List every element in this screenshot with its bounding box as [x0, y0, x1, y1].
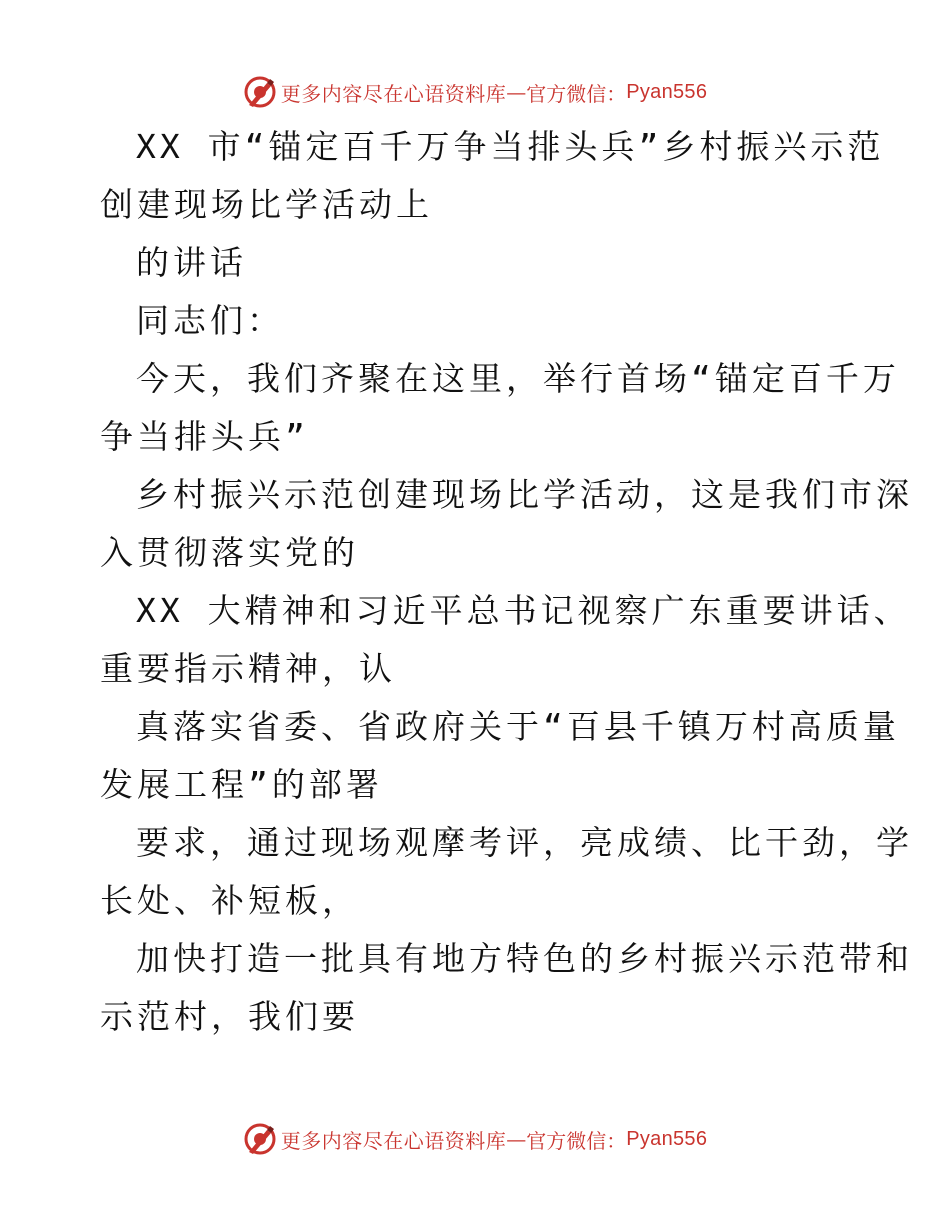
pen-circle-logo-icon [243, 1122, 277, 1156]
text-line: 入贯彻落实党的 [100, 533, 359, 572]
header-banner-text: 更多内容尽在心语资料库 [280, 81, 507, 106]
text-line: 重要指示精神，认 [100, 649, 396, 688]
header-wechat-id: Pyan556 [626, 80, 708, 103]
text-line: 示范村，我们要 [100, 997, 359, 1036]
text-line: 同志们： [136, 301, 284, 340]
text-line: 长处、补短板， [100, 881, 359, 920]
text-line: XX 市“锚定百千万争当排头兵”乡村振兴示范 [136, 127, 885, 166]
text-line: 发展工程”的部署 [100, 765, 383, 804]
text-line: 的讲话 [136, 243, 247, 282]
header-banner-dash: — [506, 80, 527, 104]
pen-circle-logo-icon [243, 75, 277, 109]
footer-banner [0, 1117, 950, 1161]
text-line: 要求，通过现场观摩考评，亮成绩、比干劲，学 [136, 823, 913, 862]
text-line: 真落实省委、省政府关于“百县千镇万村高质量 [136, 707, 900, 746]
header-wechat-label: 官方微信： [526, 81, 627, 106]
footer-banner-text: 更多内容尽在心语资料库 [280, 1128, 507, 1153]
footer-wechat-id: Pyan556 [626, 1127, 708, 1150]
text-line: 争当排头兵” [100, 417, 309, 456]
text-line: 今天，我们齐聚在这里，举行首场“锚定百千万 [136, 359, 900, 398]
text-line: XX 大精神和习近平总书记视察广东重要讲话、 [136, 591, 911, 630]
header-banner [0, 70, 950, 114]
text-line: 加快打造一批具有地方特色的乡村振兴示范带和 [136, 939, 913, 978]
footer-wechat-label: 官方微信： [526, 1128, 627, 1153]
text-line: 乡村振兴示范创建现场比学活动，这是我们市深 [136, 475, 913, 514]
text-line: 创建现场比学活动上 [100, 185, 433, 224]
footer-banner-dash: — [506, 1127, 527, 1151]
